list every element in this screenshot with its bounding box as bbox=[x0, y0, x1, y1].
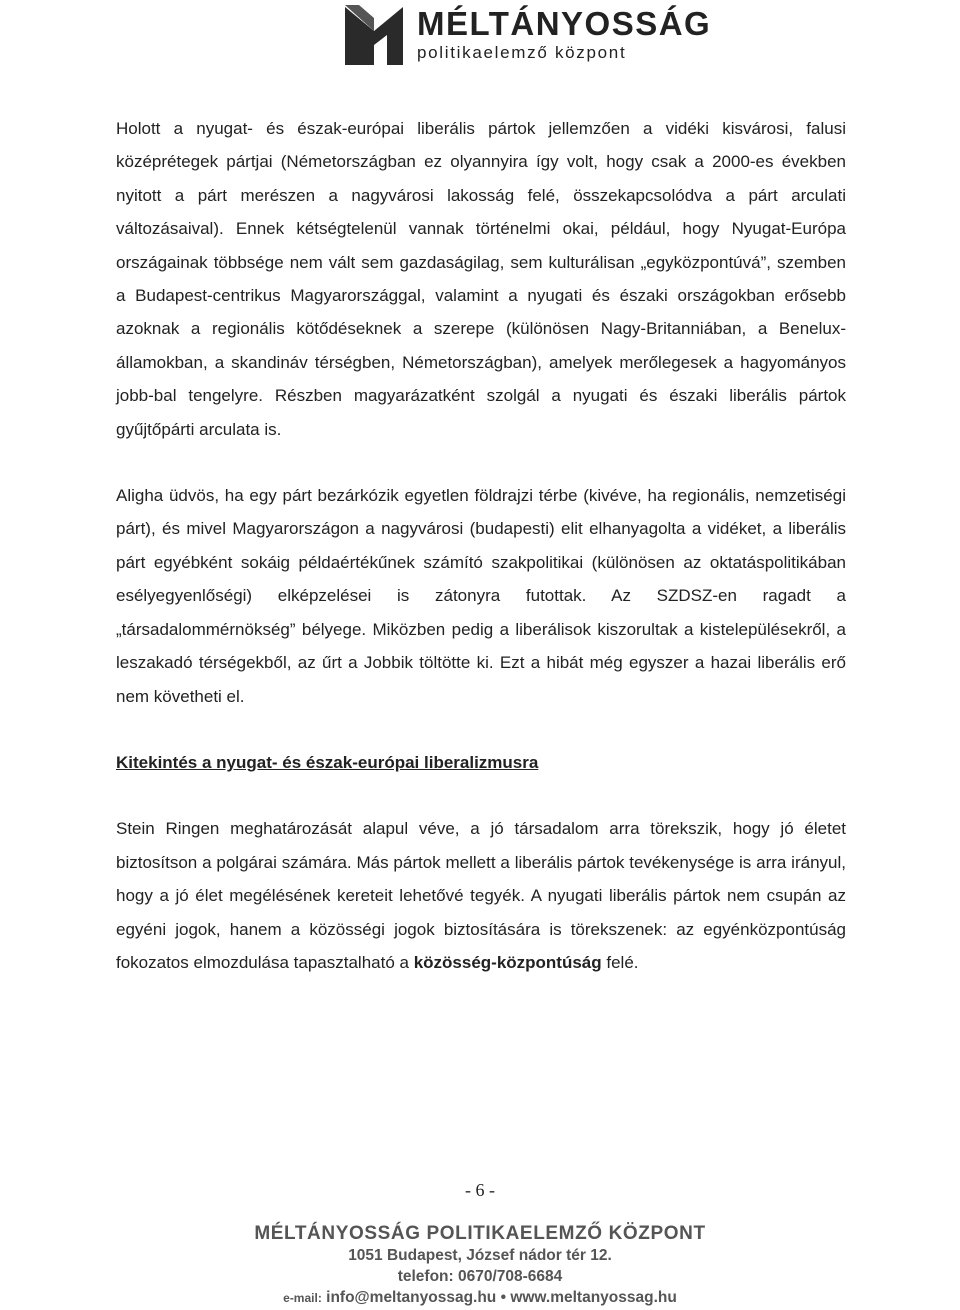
footer-contact bbox=[0, 1287, 960, 1309]
paragraph-3-bold-term: közösség-központúság bbox=[413, 952, 602, 972]
document-body bbox=[116, 112, 846, 979]
paragraph-3 bbox=[116, 812, 846, 979]
header-logo bbox=[345, 4, 711, 66]
footer-email-label: e-mail: bbox=[283, 1291, 322, 1305]
paragraph-1: Holott a nyugat- és észak-európai liberális pártok jellemzően a vidéki kisvárosi, falusi középrétegek pártjai (Németországban ez olyannyira így volt, hogy csak a 2000-es években nyitott a párt merészen a nagyvárosi lakosság felé, összekapcsolódva a párt arculati változásaival). Ennek kétségtelenül vannak történelmi okai, például, hogy Nyugat-Európa országainak többsége nem vált sem gazdaságilag, sem kulturálisan „egyközpontúvá”, szemben a Budapest-centrikus Magyarországgal, valamint a nyugati és északi országokban erősebb azoknak a regionális kötődéseknek a szerepe (különösen Nagy-Britanniában, a Benelux-államokban, a skandináv térségben, Németországban), amelyek merőlegesek a hagyományos jobb-bal tengelyre. Részben magyarázatként szolgál a nyugati és északi liberális pártok gyűjtőpárti arculata is. bbox=[116, 119, 846, 439]
logo-text bbox=[417, 7, 711, 63]
footer-phone: telefon: 0670/708-6684 bbox=[397, 1268, 563, 1285]
paragraph-3-text-end: felé. bbox=[601, 952, 639, 972]
logo-mark-icon bbox=[345, 5, 403, 65]
logo-title: MÉLTÁNYOSSÁG bbox=[417, 5, 712, 42]
footer-address: 1051 Budapest, József nádor tér 12. bbox=[348, 1247, 612, 1264]
page-number: - 6 - bbox=[465, 1180, 495, 1200]
paragraph-3-text-start: Stein Ringen meghatározását alapul véve, a jó társadalom arra törekszik, hogy jó életet biztosítson a polgárai számára. Más pártok mellett a liberális pártok tevékenysége is arra irányul, hogy a jó élet megélésének kereteit lehetővé tegyék. A nyugati liberális pártok nem csupán az egyéni jogok, hanem a közösségi jogok biztosítására is törekszenek: az egyénközpontúság fokozatos elmozdulása tapasztalható a bbox=[116, 819, 846, 972]
paragraph-2: Aligha üdvös, ha egy párt bezárkózik egyetlen földrajzi térbe (kivéve, ha regionális, nemzetiségi párt), és mivel Magyarországon a nagyvárosi (budapesti) elit elhanyagolta a vidéket, a liberális párt egyébként sokáig példaértékűnek számító szakpolitikai (különösen az oktatáspolitikában esélyegyenlőségi) elképzelései is zátonyra futottak. Az SZDSZ-en ragadt a „társadalommérnökség” bélyege. Miközben pedig a liberálisok kiszorultak a kistelepülésekről, a leszakadó térségekből, az űrt a Jobbik töltötte ki. Ezt a hibát még egyszer a hazai liberális erő nem követheti el. bbox=[116, 486, 846, 706]
logo-subtitle: politikaelemző központ bbox=[417, 43, 627, 62]
footer bbox=[0, 1222, 960, 1309]
section-heading: Kitekintés a nyugat- és észak-európai liberalizmusra bbox=[116, 752, 539, 772]
footer-title: MÉLTÁNYOSSÁG POLITIKAELEMZŐ KÖZPONT bbox=[254, 1223, 706, 1244]
footer-email-links[interactable]: info@meltanyossag.hu • www.meltanyossag.hu bbox=[326, 1289, 677, 1306]
